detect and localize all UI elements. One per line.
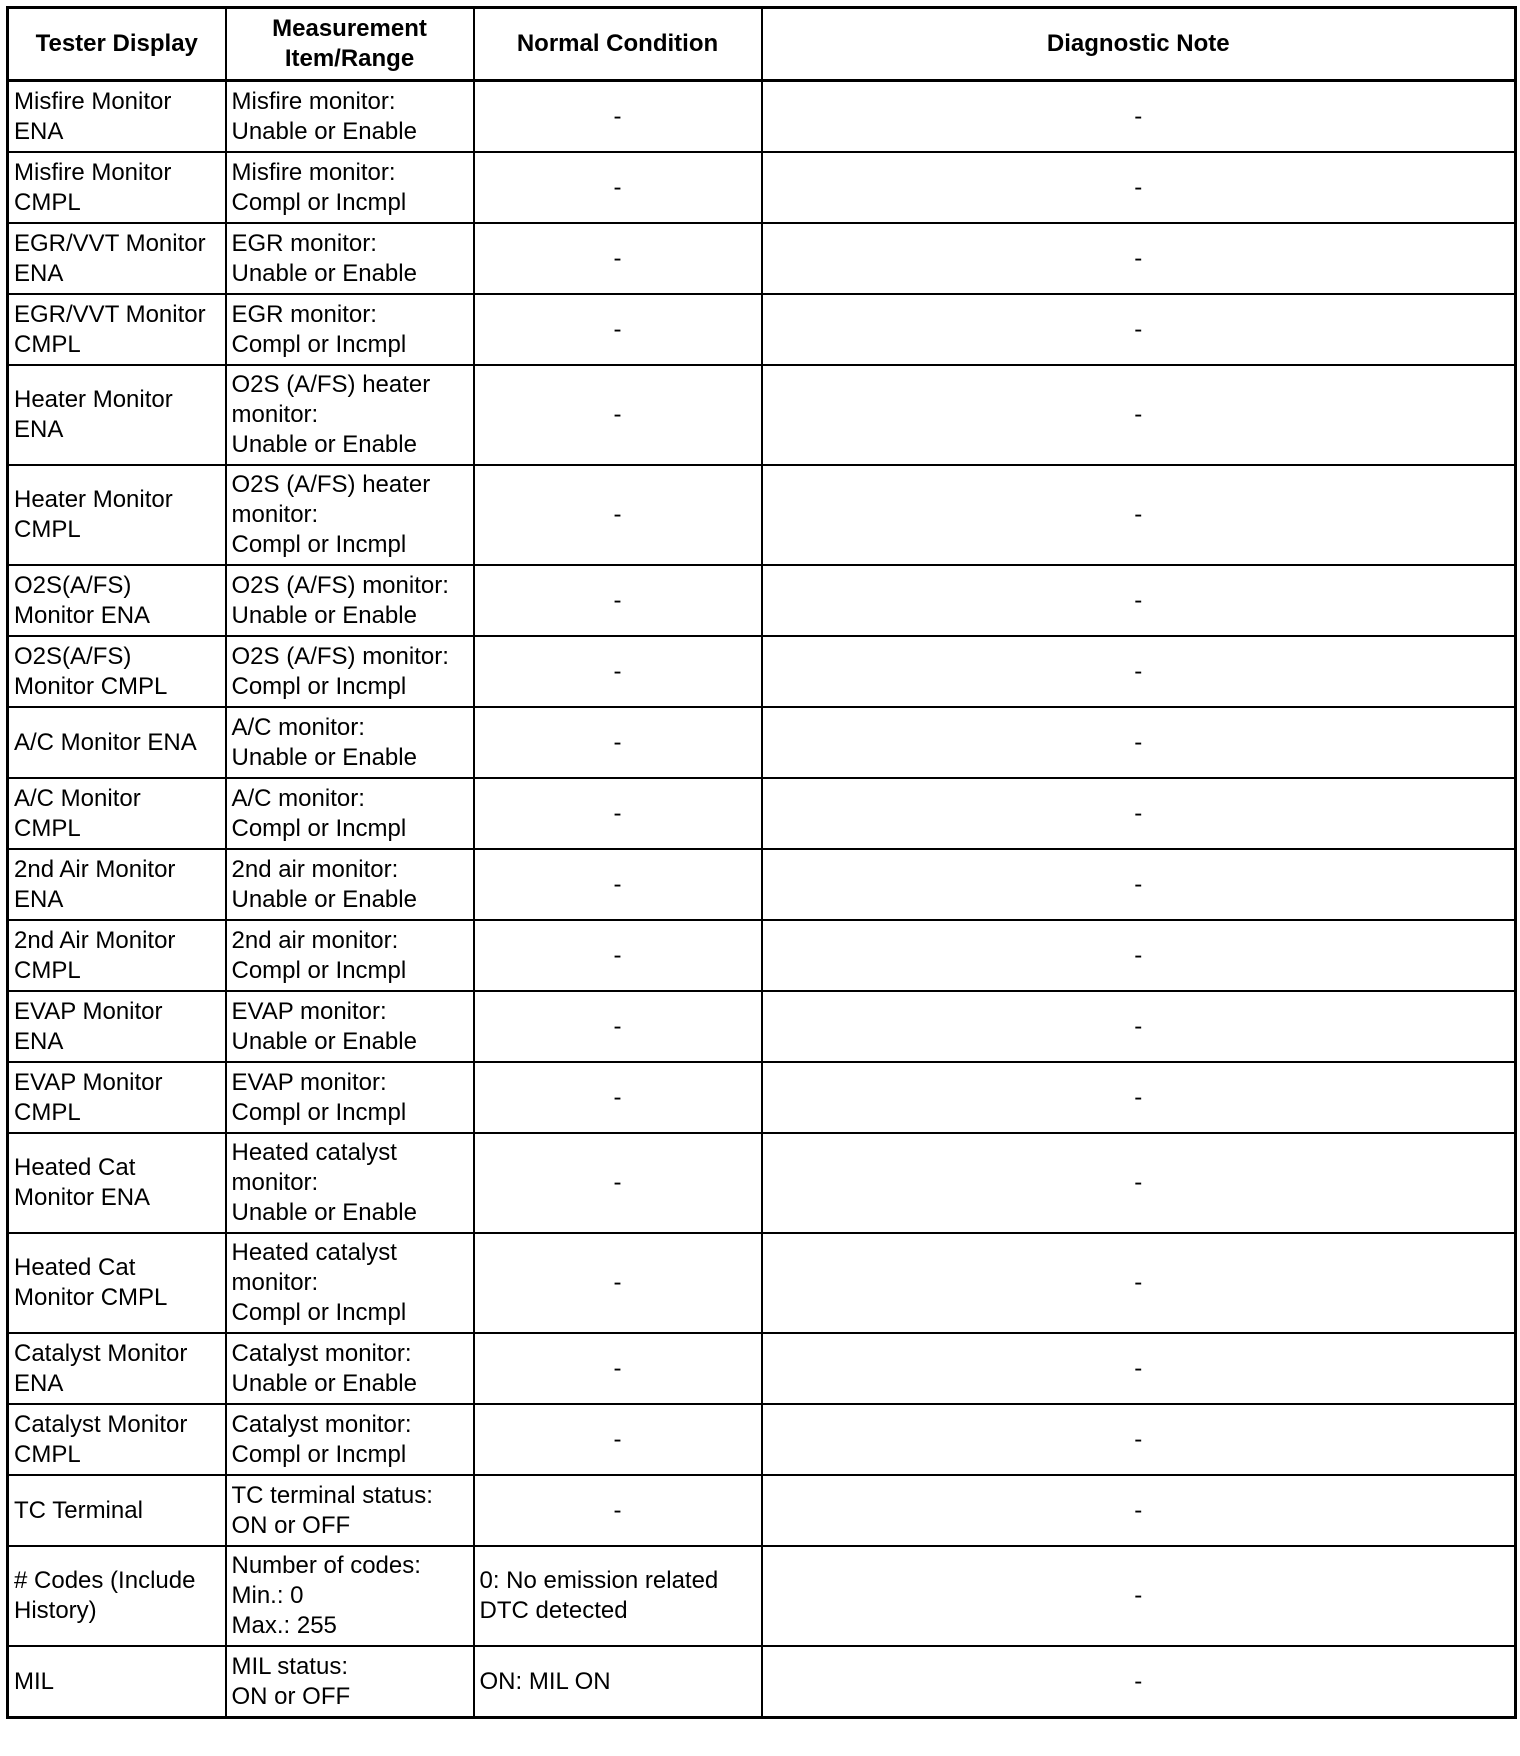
normal-condition-cell: - (474, 223, 762, 294)
measurement-cell: EGR monitor: Compl or Incmpl (226, 294, 474, 365)
normal-condition-cell: - (474, 1333, 762, 1404)
normal-condition-cell: - (474, 1133, 762, 1233)
measurement-cell: Heated catalyst monitor: Compl or Incmpl (226, 1233, 474, 1333)
normal-condition-cell: ON: MIL ON (474, 1646, 762, 1718)
tester-display-cell: MIL (8, 1646, 226, 1718)
table-row (8, 1546, 1516, 1646)
tester-display-cell: Heated Cat Monitor CMPL (8, 1233, 226, 1333)
normal-condition-cell: - (474, 465, 762, 565)
normal-condition-cell: - (474, 294, 762, 365)
table-row (8, 636, 1516, 707)
diagnostic-note-cell: - (762, 1646, 1516, 1718)
table-row (8, 1133, 1516, 1233)
normal-condition-cell: - (474, 365, 762, 465)
normal-condition-cell: - (474, 1062, 762, 1133)
table-row (8, 294, 1516, 365)
normal-condition-cell: - (474, 920, 762, 991)
normal-condition-cell: - (474, 565, 762, 636)
diagnostic-note-cell: - (762, 778, 1516, 849)
measurement-cell: MIL status: ON or OFF (226, 1646, 474, 1718)
diagnostic-note-cell: - (762, 294, 1516, 365)
tester-display-cell: Misfire Monitor ENA (8, 81, 226, 153)
normal-condition-cell: - (474, 778, 762, 849)
measurement-cell: Number of codes: Min.: 0 Max.: 255 (226, 1546, 474, 1646)
diagnostic-note-cell: - (762, 465, 1516, 565)
diagnostic-note-cell: - (762, 1475, 1516, 1546)
tester-display-cell: A/C Monitor ENA (8, 707, 226, 778)
diagnostic-note-cell: - (762, 849, 1516, 920)
table-row (8, 565, 1516, 636)
normal-condition-cell: - (474, 849, 762, 920)
normal-condition-cell: - (474, 81, 762, 153)
diagnostic-data-sheet (6, 6, 1514, 1719)
diagnostic-note-cell: - (762, 223, 1516, 294)
measurement-cell: EVAP monitor: Compl or Incmpl (226, 1062, 474, 1133)
diagnostic-note-cell: - (762, 152, 1516, 223)
tester-display-cell: Catalyst Monitor CMPL (8, 1404, 226, 1475)
measurement-cell: O2S (A/FS) heater monitor: Compl or Incmpl (226, 465, 474, 565)
header-normal-condition: Normal Condition (474, 8, 762, 81)
tester-display-cell: EGR/VVT Monitor ENA (8, 223, 226, 294)
table-row (8, 849, 1516, 920)
table-row (8, 365, 1516, 465)
diagnostic-note-cell: - (762, 1133, 1516, 1233)
diagnostic-note-cell: - (762, 991, 1516, 1062)
table-row (8, 920, 1516, 991)
table-row (8, 465, 1516, 565)
measurement-cell: A/C monitor: Unable or Enable (226, 707, 474, 778)
normal-condition-cell: - (474, 152, 762, 223)
measurement-cell: A/C monitor: Compl or Incmpl (226, 778, 474, 849)
diagnostic-note-cell: - (762, 1546, 1516, 1646)
normal-condition-cell: - (474, 636, 762, 707)
table-row (8, 1475, 1516, 1546)
data-list-table (6, 6, 1517, 1719)
table-row (8, 991, 1516, 1062)
diagnostic-note-cell: - (762, 365, 1516, 465)
normal-condition-cell: - (474, 707, 762, 778)
header-tester-display: Tester Display (8, 8, 226, 81)
diagnostic-note-cell: - (762, 1404, 1516, 1475)
tester-display-cell: # Codes (Include History) (8, 1546, 226, 1646)
header-diagnostic-note: Diagnostic Note (762, 8, 1516, 81)
normal-condition-cell: - (474, 1475, 762, 1546)
tester-display-cell: EGR/VVT Monitor CMPL (8, 294, 226, 365)
measurement-cell: TC terminal status: ON or OFF (226, 1475, 474, 1546)
diagnostic-note-cell: - (762, 1333, 1516, 1404)
tester-display-cell: O2S(A/FS) Monitor CMPL (8, 636, 226, 707)
measurement-cell: Catalyst monitor: Compl or Incmpl (226, 1404, 474, 1475)
measurement-cell: 2nd air monitor: Compl or Incmpl (226, 920, 474, 991)
tester-display-cell: EVAP Monitor CMPL (8, 1062, 226, 1133)
table-row (8, 778, 1516, 849)
table-row (8, 1404, 1516, 1475)
measurement-cell: O2S (A/FS) heater monitor: Unable or Enable (226, 365, 474, 465)
measurement-cell: O2S (A/FS) monitor: Unable or Enable (226, 565, 474, 636)
diagnostic-note-cell: - (762, 636, 1516, 707)
table-row (8, 1062, 1516, 1133)
diagnostic-note-cell: - (762, 81, 1516, 153)
tester-display-cell: Heated Cat Monitor ENA (8, 1133, 226, 1233)
measurement-cell: EGR monitor: Unable or Enable (226, 223, 474, 294)
table-row (8, 81, 1516, 153)
table-row (8, 707, 1516, 778)
header-measurement: Measurement Item/Range (226, 8, 474, 81)
tester-display-cell: Heater Monitor ENA (8, 365, 226, 465)
normal-condition-cell: - (474, 1404, 762, 1475)
diagnostic-note-cell: - (762, 707, 1516, 778)
measurement-cell: Misfire monitor: Unable or Enable (226, 81, 474, 153)
diagnostic-note-cell: - (762, 920, 1516, 991)
normal-condition-cell: - (474, 991, 762, 1062)
tester-display-cell: TC Terminal (8, 1475, 226, 1546)
measurement-cell: Catalyst monitor: Unable or Enable (226, 1333, 474, 1404)
measurement-cell: Heated catalyst monitor: Unable or Enable (226, 1133, 474, 1233)
diagnostic-note-cell: - (762, 1233, 1516, 1333)
tester-display-cell: O2S(A/FS) Monitor ENA (8, 565, 226, 636)
table-row (8, 223, 1516, 294)
tester-display-cell: 2nd Air Monitor ENA (8, 849, 226, 920)
measurement-cell: 2nd air monitor: Unable or Enable (226, 849, 474, 920)
diagnostic-note-cell: - (762, 1062, 1516, 1133)
tester-display-cell: Misfire Monitor CMPL (8, 152, 226, 223)
table-row (8, 152, 1516, 223)
table-row (8, 1333, 1516, 1404)
tester-display-cell: Heater Monitor CMPL (8, 465, 226, 565)
tester-display-cell: A/C Monitor CMPL (8, 778, 226, 849)
measurement-cell: O2S (A/FS) monitor: Compl or Incmpl (226, 636, 474, 707)
measurement-cell: EVAP monitor: Unable or Enable (226, 991, 474, 1062)
normal-condition-cell: 0: No emission related DTC detected (474, 1546, 762, 1646)
diagnostic-note-cell: - (762, 565, 1516, 636)
measurement-cell: Misfire monitor: Compl or Incmpl (226, 152, 474, 223)
normal-condition-cell: - (474, 1233, 762, 1333)
tester-display-cell: EVAP Monitor ENA (8, 991, 226, 1062)
table-row (8, 1646, 1516, 1718)
table-row (8, 1233, 1516, 1333)
tester-display-cell: Catalyst Monitor ENA (8, 1333, 226, 1404)
table-header-row (8, 8, 1516, 81)
tester-display-cell: 2nd Air Monitor CMPL (8, 920, 226, 991)
